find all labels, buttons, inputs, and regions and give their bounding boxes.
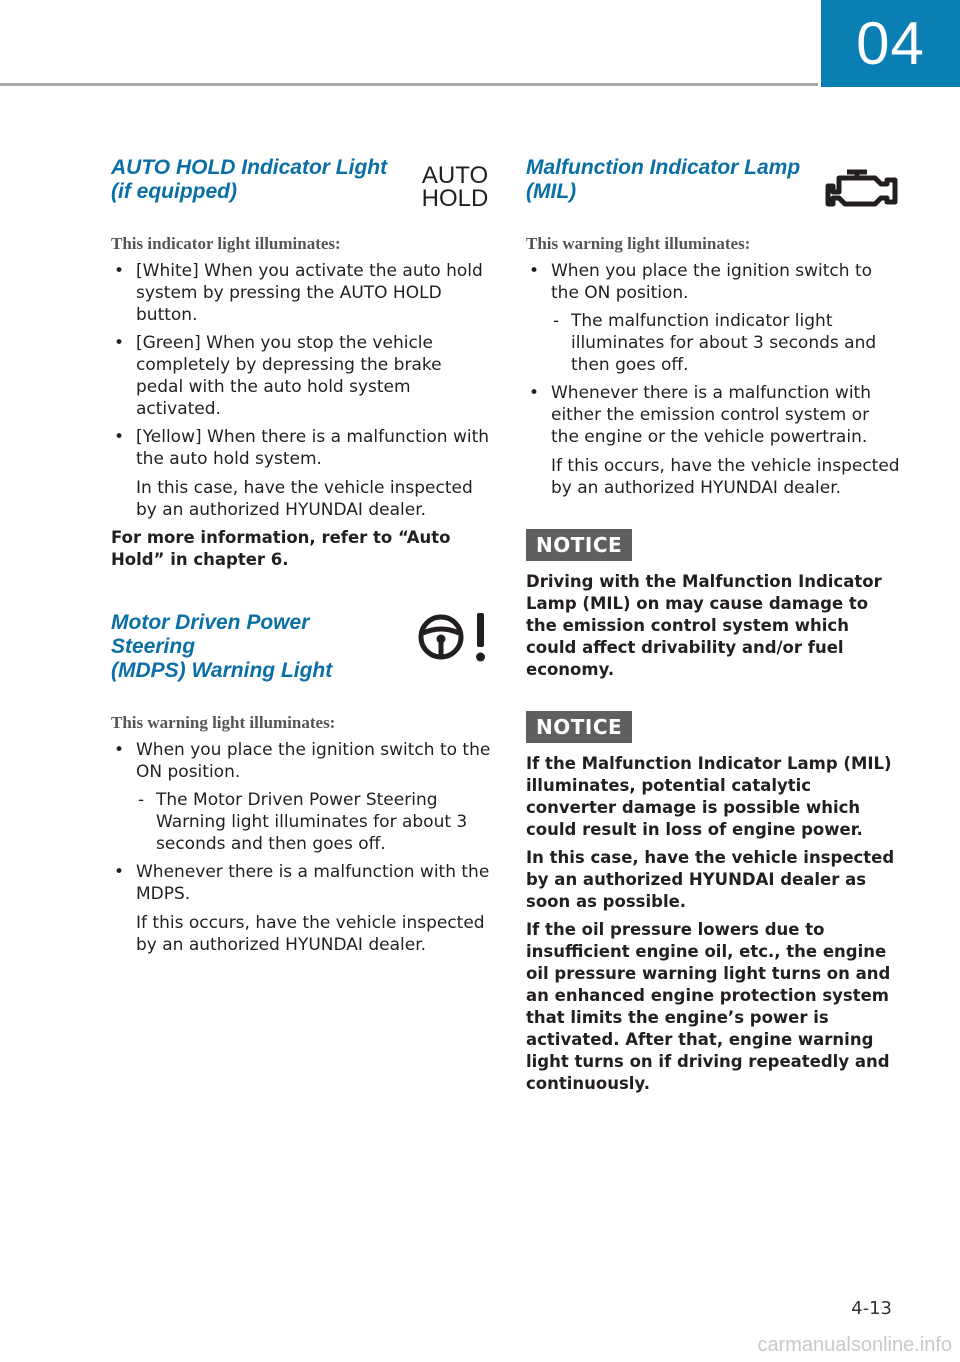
chapter-tab: 04 [821,0,960,87]
list-item [526,382,901,499]
bullet-dot: • [114,333,125,353]
auto-hold-heading-row [111,156,491,208]
mdps-sub-1: The Motor Driven Power Steering Warning light illuminates for about 3 seconds and then goes off. [156,790,468,854]
mdps-bullet-1: When you place the ignition switch to the ON position. [136,740,491,782]
notice-badge: NOTICE [526,711,632,743]
mdps-bullet-2-extra: If this occurs, have the vehicle inspected by an authorized HYUNDAI dealer. [136,913,485,955]
mil-heading-row [526,156,901,204]
mil-sub-1: The malfunction indicator light illuminates for about 3 seconds and then goes off. [571,311,877,375]
auto-hold-icon-text-top: AUTO [421,162,489,189]
list-item [551,310,901,376]
mdps-sub-list [136,789,491,855]
notice-2-para-3: If the oil pressure lowers due to insufficient engine oil, etc., the engine oil pressure warning light turns on and an enhanced engine protection system that limits the engine’s power is activated. After that, engine warning light turns on if driving repeatedly and continuously. [526,920,891,1093]
notice-2-para-1: If the Malfunction Indicator Lamp (MIL) illuminates, potential catalytic converter damage is possible which could result in loss of engine power. [526,754,892,839]
bullet-dot: • [114,740,125,760]
auto-hold-note-line1: For more information, refer to “Auto [111,528,451,547]
mdps-bullet-2: Whenever there is a malfunction with the MDPS. [136,862,490,904]
watermark: carmanualsonline.info [757,1334,952,1356]
auto-hold-note-line2: Hold” in chapter 6. [111,550,289,569]
notice-1-text: Driving with the Malfunction Indicator Lamp (MIL) on may cause damage to the emission control system which could affect drivability and/or fuel economy. [526,572,882,679]
list-item [526,260,901,376]
auto-hold-reference-note [111,527,491,571]
notice-1 [526,529,901,681]
right-column [526,156,901,1095]
list-item [111,260,491,326]
page-number: 4-13 [851,1298,892,1319]
header-rule [0,83,818,86]
mil-title-line1: Malfunction Indicator Lamp [526,156,801,179]
mdps-heading-row [111,611,491,683]
bullet-dot: • [114,261,125,281]
mdps-title-line1: Motor Driven Power Steering [111,611,310,658]
bullet-dot: • [529,383,540,403]
auto-hold-lead: This indicator light illuminates: [111,234,341,253]
mil-bullet-2: Whenever there is a malfunction with either the emission control system or the engine or the vehicle powertrain. [551,383,871,447]
mdps-section [111,611,491,956]
mil-title-line2: (MIL) [526,180,577,203]
list-item [111,739,491,855]
list-item [111,861,491,956]
mil-bullet-2-extra: If this occurs, have the vehicle inspected by an authorized HYUNDAI dealer. [551,456,900,498]
bullet-dot: • [114,427,125,447]
notice-2-para-2: In this case, have the vehicle inspected by an authorized HYUNDAI dealer as soon as possible. [526,848,895,911]
sub-dash: - [553,311,560,331]
auto-hold-bullet-1: [White] When you activate the auto hold system by pressing the AUTO HOLD button. [136,261,483,325]
auto-hold-bullet-3: [Yellow] When there is a malfunction with the auto hold system. [136,427,490,469]
check-engine-icon [825,166,901,212]
auto-hold-icon [419,162,491,208]
mil-section [526,156,901,499]
mdps-bullets [111,739,491,956]
mil-lead: This warning light illuminates: [526,234,751,253]
auto-hold-title-line1: AUTO HOLD Indicator Light [111,156,388,179]
auto-hold-bullet-3-extra: In this case, have the vehicle inspected by an authorized HYUNDAI dealer. [136,478,473,520]
mil-sub-list [551,310,901,376]
mdps-title-line2: (MDPS) Warning Light [111,659,333,682]
list-item [136,789,491,855]
notice-2 [526,711,901,1095]
mdps-lead: This warning light illuminates: [111,713,336,732]
auto-hold-bullet-2: [Green] When you stop the vehicle completely by depressing the brake pedal with the auto hold system activated. [136,333,442,419]
notice-badge: NOTICE [526,529,632,561]
mil-bullet-1: When you place the ignition switch to the ON position. [551,261,873,303]
bullet-dot: • [529,261,540,281]
bullet-dot: • [114,862,125,882]
mil-bullets [526,260,901,499]
left-column [111,156,491,956]
list-item [111,332,491,420]
auto-hold-bullets [111,260,491,521]
sub-dash: - [138,790,145,810]
auto-hold-title-line2: (if equipped) [111,180,237,203]
auto-hold-icon-text-bottom: HOLD [421,185,489,208]
auto-hold-section [111,156,491,571]
list-item [111,426,491,521]
steering-warning-icon [417,611,491,663]
